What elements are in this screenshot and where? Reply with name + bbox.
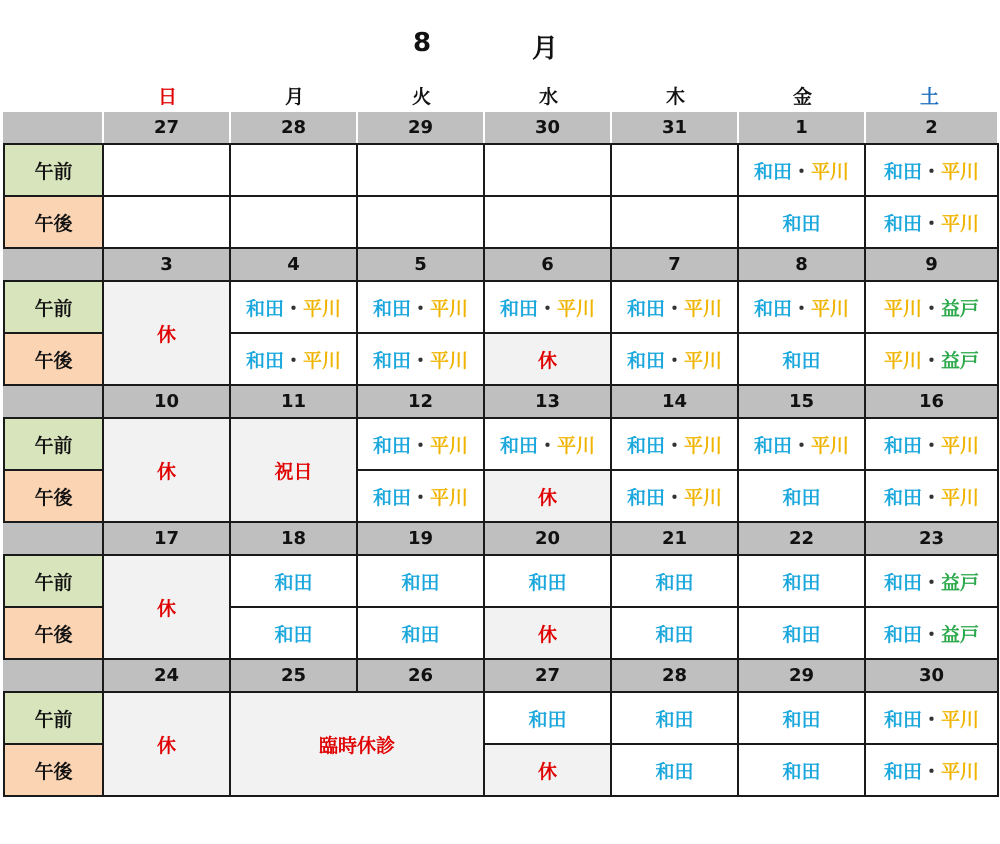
separator: ・ xyxy=(283,349,303,372)
name-wada: 和田 xyxy=(883,708,922,731)
month-number: 8 xyxy=(413,28,432,58)
slot-row-am xyxy=(4,418,998,470)
date-row-spacer xyxy=(4,659,103,692)
schedule-cell xyxy=(865,144,998,196)
schedule-cell xyxy=(611,196,738,248)
date-cell: 7 xyxy=(611,248,738,281)
separator: ・ xyxy=(791,297,811,320)
date-cell: 2 xyxy=(865,112,998,144)
schedule-cell xyxy=(103,196,230,248)
name-wada: 和田 xyxy=(401,623,440,646)
name-masudo: 益戸 xyxy=(941,297,980,320)
schedule-cell xyxy=(484,333,611,385)
name-wada: 和田 xyxy=(499,297,538,320)
weekday-fri: 金 xyxy=(792,86,812,108)
name-hirakawa: 平川 xyxy=(430,349,469,372)
schedule-cell xyxy=(611,418,738,470)
name-wada: 和田 xyxy=(883,434,922,457)
separator: ・ xyxy=(664,434,684,457)
date-cell: 15 xyxy=(738,385,865,418)
separator: ・ xyxy=(921,708,941,731)
date-cell: 3 xyxy=(103,248,230,281)
weekday-mon: 月 xyxy=(284,86,304,108)
name-wada: 和田 xyxy=(883,623,922,646)
slot-label-am: 午前 xyxy=(4,418,103,470)
name-wada: 和田 xyxy=(782,760,821,783)
separator: ・ xyxy=(921,623,941,646)
slot-label-pm: 午後 xyxy=(4,333,103,385)
schedule-cell xyxy=(484,692,611,744)
date-cell: 30 xyxy=(484,112,611,144)
name-wada: 和田 xyxy=(626,486,665,509)
name-wada: 和田 xyxy=(883,160,922,183)
date-cell: 14 xyxy=(611,385,738,418)
closed-cell: 休 xyxy=(103,281,230,385)
name-hirakawa: 平川 xyxy=(941,760,980,783)
separator: ・ xyxy=(664,297,684,320)
separator: ・ xyxy=(791,434,811,457)
schedule-cell xyxy=(611,744,738,796)
holiday-cell: 祝日 xyxy=(230,418,357,522)
date-cell: 5 xyxy=(357,248,484,281)
slot-label-pm: 午後 xyxy=(4,744,103,796)
status-closed: 休 xyxy=(537,349,557,372)
name-hirakawa: 平川 xyxy=(811,160,850,183)
name-hirakawa: 平川 xyxy=(811,297,850,320)
name-wada: 和田 xyxy=(655,708,694,731)
schedule-cell xyxy=(230,281,357,333)
temp-closed-cell: 臨時休診 xyxy=(230,692,484,796)
name-wada: 和田 xyxy=(655,571,694,594)
name-hirakawa: 平川 xyxy=(941,160,980,183)
schedule-cell xyxy=(611,333,738,385)
status-closed: 休 xyxy=(537,623,557,646)
date-row xyxy=(4,248,998,281)
date-cell: 23 xyxy=(865,522,998,555)
schedule-cell xyxy=(611,144,738,196)
schedule-cell xyxy=(484,607,611,659)
name-hirakawa: 平川 xyxy=(684,349,723,372)
date-cell: 24 xyxy=(103,659,230,692)
separator: ・ xyxy=(664,486,684,509)
name-wada: 和田 xyxy=(782,623,821,646)
name-wada: 和田 xyxy=(245,297,284,320)
schedule-cell xyxy=(738,692,865,744)
date-cell: 9 xyxy=(865,248,998,281)
date-cell: 10 xyxy=(103,385,230,418)
date-cell: 27 xyxy=(484,659,611,692)
date-cell: 20 xyxy=(484,522,611,555)
name-wada: 和田 xyxy=(883,760,922,783)
name-hirakawa: 平川 xyxy=(430,486,469,509)
schedule-cell xyxy=(865,744,998,796)
slot-row-am xyxy=(4,281,998,333)
schedule-cell xyxy=(230,144,357,196)
date-cell: 31 xyxy=(611,112,738,144)
separator: ・ xyxy=(664,349,684,372)
name-hirakawa: 平川 xyxy=(430,434,469,457)
schedule-cell xyxy=(611,470,738,522)
name-wada: 和田 xyxy=(626,297,665,320)
separator: ・ xyxy=(283,297,303,320)
name-wada: 和田 xyxy=(401,571,440,594)
schedule-cell xyxy=(484,555,611,607)
name-wada: 和田 xyxy=(528,571,567,594)
name-wada: 和田 xyxy=(274,571,313,594)
name-wada: 和田 xyxy=(245,349,284,372)
name-hirakawa: 平川 xyxy=(811,434,850,457)
schedule-cell xyxy=(865,607,998,659)
schedule-cell xyxy=(865,418,998,470)
closed-cell: 休 xyxy=(103,692,230,796)
date-row-spacer xyxy=(4,385,103,418)
date-cell: 27 xyxy=(103,112,230,144)
schedule-cell xyxy=(865,470,998,522)
date-row-spacer xyxy=(4,112,103,144)
date-cell: 1 xyxy=(738,112,865,144)
name-wada: 和田 xyxy=(782,708,821,731)
weekday-sun: 日 xyxy=(157,86,177,108)
name-hirakawa: 平川 xyxy=(557,434,596,457)
schedule-cell xyxy=(357,281,484,333)
status-closed: 休 xyxy=(537,760,557,783)
name-wada: 和田 xyxy=(655,623,694,646)
weekday-sat: 土 xyxy=(919,86,939,108)
separator: ・ xyxy=(921,349,941,372)
slot-row-pm xyxy=(4,196,998,248)
schedule-cell xyxy=(357,144,484,196)
schedule-cell xyxy=(357,196,484,248)
name-wada: 和田 xyxy=(372,486,411,509)
separator: ・ xyxy=(410,434,430,457)
month-char: 月 xyxy=(532,34,559,64)
name-hirakawa: 平川 xyxy=(303,349,342,372)
schedule-cell xyxy=(357,470,484,522)
schedule-cell xyxy=(484,196,611,248)
slot-label-pm: 午後 xyxy=(4,607,103,659)
name-hirakawa: 平川 xyxy=(883,349,922,372)
date-cell: 29 xyxy=(738,659,865,692)
weekday-thu: 木 xyxy=(665,86,685,108)
name-hirakawa: 平川 xyxy=(430,297,469,320)
separator: ・ xyxy=(921,160,941,183)
name-masudo: 益戸 xyxy=(941,349,980,372)
name-wada: 和田 xyxy=(499,434,538,457)
separator: ・ xyxy=(921,571,941,594)
schedule-cell xyxy=(865,692,998,744)
date-cell: 6 xyxy=(484,248,611,281)
schedule-cell xyxy=(357,555,484,607)
closed-cell: 休 xyxy=(103,418,230,522)
schedule-cell xyxy=(611,555,738,607)
name-wada: 和田 xyxy=(883,212,922,235)
name-hirakawa: 平川 xyxy=(941,212,980,235)
name-wada: 和田 xyxy=(626,434,665,457)
schedule-cell xyxy=(103,144,230,196)
separator: ・ xyxy=(921,212,941,235)
date-cell: 17 xyxy=(103,522,230,555)
status-closed: 休 xyxy=(537,486,557,509)
schedule-cell xyxy=(230,555,357,607)
schedule-cell xyxy=(865,555,998,607)
schedule-cell xyxy=(865,281,998,333)
schedule-table xyxy=(3,112,999,797)
schedule-cell xyxy=(738,744,865,796)
schedule-cell xyxy=(357,333,484,385)
schedule-cell xyxy=(738,196,865,248)
schedule-cell xyxy=(611,692,738,744)
schedule-cell xyxy=(230,333,357,385)
separator: ・ xyxy=(410,486,430,509)
separator: ・ xyxy=(537,434,557,457)
date-cell: 11 xyxy=(230,385,357,418)
schedule-cell xyxy=(484,744,611,796)
separator: ・ xyxy=(921,297,941,320)
name-wada: 和田 xyxy=(274,623,313,646)
separator: ・ xyxy=(921,434,941,457)
schedule-cell xyxy=(738,418,865,470)
separator: ・ xyxy=(410,297,430,320)
name-wada: 和田 xyxy=(782,212,821,235)
name-wada: 和田 xyxy=(626,349,665,372)
schedule-cell xyxy=(484,418,611,470)
schedule-cell xyxy=(865,196,998,248)
name-hirakawa: 平川 xyxy=(303,297,342,320)
date-cell: 4 xyxy=(230,248,357,281)
date-cell: 18 xyxy=(230,522,357,555)
name-wada: 和田 xyxy=(753,434,792,457)
schedule-cell xyxy=(738,607,865,659)
slot-label-am: 午前 xyxy=(4,692,103,744)
date-row xyxy=(4,112,998,144)
name-hirakawa: 平川 xyxy=(941,486,980,509)
name-wada: 和田 xyxy=(753,160,792,183)
name-wada: 和田 xyxy=(753,297,792,320)
slot-row-am xyxy=(4,144,998,196)
schedule-cell xyxy=(738,555,865,607)
date-cell: 26 xyxy=(357,659,484,692)
name-wada: 和田 xyxy=(782,486,821,509)
date-cell: 16 xyxy=(865,385,998,418)
slot-label-am: 午前 xyxy=(4,144,103,196)
separator: ・ xyxy=(921,486,941,509)
separator: ・ xyxy=(410,349,430,372)
date-cell: 25 xyxy=(230,659,357,692)
name-wada: 和田 xyxy=(528,708,567,731)
weekday-header xyxy=(104,83,997,111)
date-cell: 28 xyxy=(230,112,357,144)
date-cell: 29 xyxy=(357,112,484,144)
name-wada: 和田 xyxy=(883,571,922,594)
weekday-tue: 火 xyxy=(411,86,431,108)
name-masudo: 益戸 xyxy=(941,571,980,594)
name-wada: 和田 xyxy=(883,486,922,509)
name-hirakawa: 平川 xyxy=(557,297,596,320)
schedule-cell xyxy=(865,333,998,385)
slot-row-am xyxy=(4,692,998,744)
date-row xyxy=(4,659,998,692)
weekday-wed: 水 xyxy=(538,86,558,108)
name-hirakawa: 平川 xyxy=(684,434,723,457)
date-row xyxy=(4,385,998,418)
date-row-spacer xyxy=(4,522,103,555)
separator: ・ xyxy=(537,297,557,320)
date-cell: 19 xyxy=(357,522,484,555)
date-cell: 13 xyxy=(484,385,611,418)
date-cell: 30 xyxy=(865,659,998,692)
schedule-cell xyxy=(357,607,484,659)
schedule-cell xyxy=(738,281,865,333)
name-wada: 和田 xyxy=(782,349,821,372)
schedule-cell xyxy=(738,333,865,385)
date-cell: 21 xyxy=(611,522,738,555)
slot-label-am: 午前 xyxy=(4,555,103,607)
date-row-spacer xyxy=(4,248,103,281)
date-cell: 28 xyxy=(611,659,738,692)
name-hirakawa: 平川 xyxy=(941,708,980,731)
date-cell: 8 xyxy=(738,248,865,281)
name-wada: 和田 xyxy=(372,349,411,372)
slot-label-pm: 午後 xyxy=(4,470,103,522)
schedule-cell xyxy=(357,418,484,470)
schedule-cell xyxy=(484,144,611,196)
schedule-cell xyxy=(484,470,611,522)
schedule-cell xyxy=(738,144,865,196)
name-hirakawa: 平川 xyxy=(883,297,922,320)
schedule-cell xyxy=(738,470,865,522)
name-wada: 和田 xyxy=(372,297,411,320)
name-hirakawa: 平川 xyxy=(684,297,723,320)
slot-row-am xyxy=(4,555,998,607)
schedule-cell xyxy=(230,196,357,248)
name-hirakawa: 平川 xyxy=(941,434,980,457)
name-wada: 和田 xyxy=(782,571,821,594)
separator: ・ xyxy=(791,160,811,183)
schedule-cell xyxy=(230,607,357,659)
closed-cell: 休 xyxy=(103,555,230,659)
name-hirakawa: 平川 xyxy=(684,486,723,509)
name-wada: 和田 xyxy=(372,434,411,457)
date-cell: 22 xyxy=(738,522,865,555)
slot-label-pm: 午後 xyxy=(4,196,103,248)
separator: ・ xyxy=(921,760,941,783)
slot-label-am: 午前 xyxy=(4,281,103,333)
date-row xyxy=(4,522,998,555)
schedule-cell xyxy=(611,607,738,659)
schedule-cell xyxy=(611,281,738,333)
name-masudo: 益戸 xyxy=(941,623,980,646)
name-wada: 和田 xyxy=(655,760,694,783)
schedule-cell xyxy=(484,281,611,333)
date-cell: 12 xyxy=(357,385,484,418)
